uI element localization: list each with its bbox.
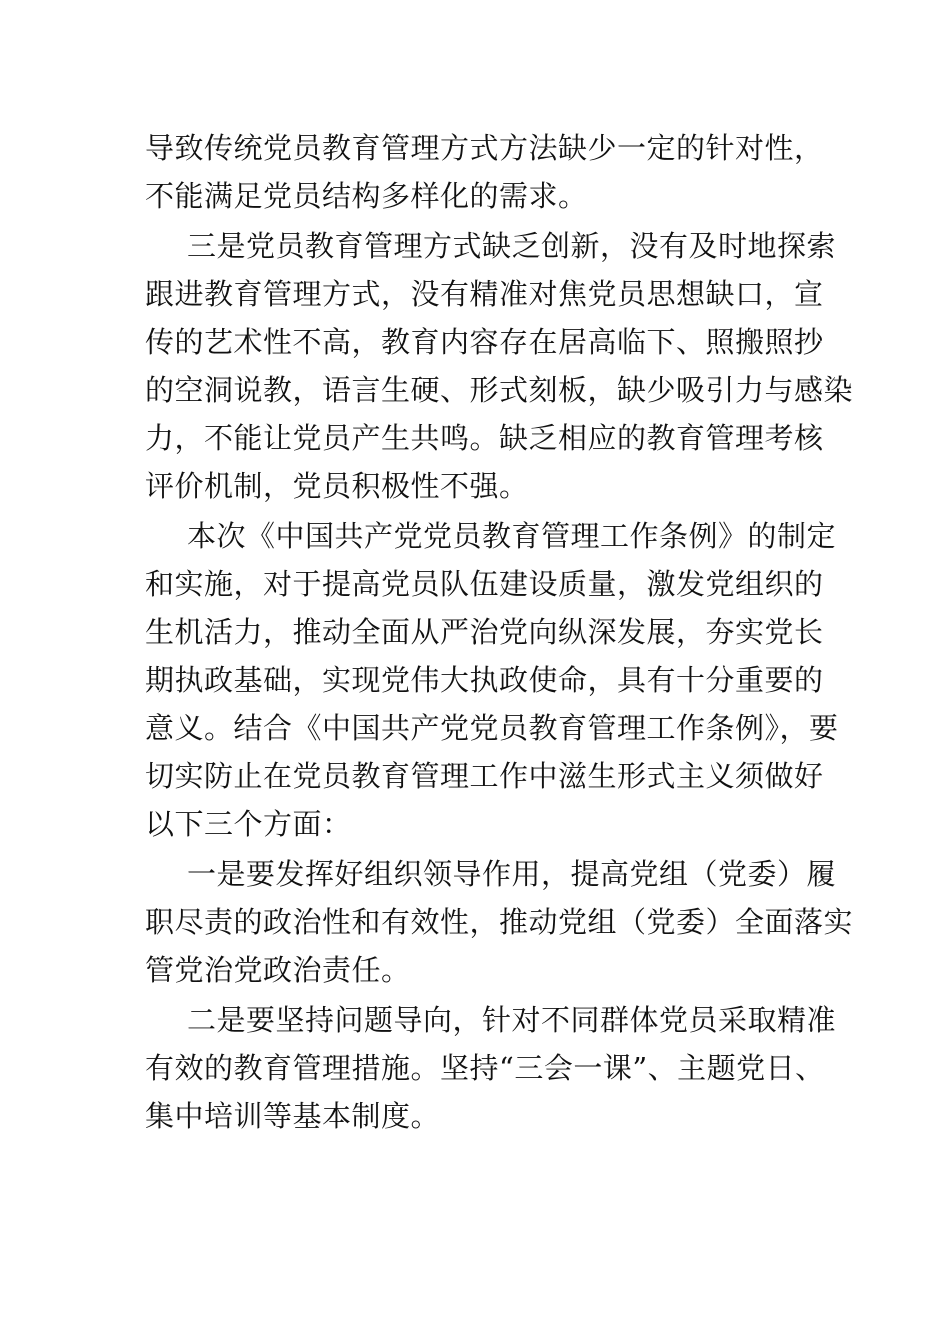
- paragraph-start-line: 本次《中国共产党党员教育管理工作条例》的制定: [187, 519, 837, 553]
- paragraph-start-line: 三是党员教育管理方式缺乏创新，没有及时地探索: [187, 229, 837, 263]
- text-line: 以下三个方面：: [145, 807, 352, 841]
- text-line: 管党治党政治责任。: [145, 953, 411, 987]
- text-line: 集中培训等基本制度。: [145, 1099, 441, 1133]
- text-line: 评价机制，党员积极性不强。: [145, 469, 529, 503]
- text-line: 意义。结合《中国共产党党员教育管理工作条例》，要: [145, 711, 839, 745]
- text-line: 有效的教育管理措施。坚持“三会一课”、主题党日、: [145, 1051, 825, 1085]
- text-line: 导致传统党员教育管理方式方法缺少一定的针对性，: [145, 131, 824, 165]
- text-line: 不能满足党员结构多样化的需求。: [145, 179, 588, 213]
- text-line: 和实施，对于提高党员队伍建设质量，激发党组织的: [145, 567, 824, 601]
- text-line: 传的艺术性不高，教育内容存在居高临下、照搬照抄: [145, 325, 824, 359]
- text-line: 职尽责的政治性和有效性，推动党组（党委）全面落实: [145, 905, 854, 939]
- text-line: 力，不能让党员产生共鸣。缺乏相应的教育管理考核: [145, 421, 824, 455]
- paragraph-start-line: 二是要坚持问题导向，针对不同群体党员采取精准: [187, 1003, 837, 1037]
- text-line: 切实防止在党员教育管理工作中滋生形式主义须做好: [145, 759, 824, 793]
- text-line: 的空洞说教，语言生硬、形式刻板，缺少吸引力与感染: [145, 373, 854, 407]
- text-line: 期执政基础，实现党伟大执政使命，具有十分重要的: [145, 663, 824, 697]
- text-line: 跟进教育管理方式，没有精准对焦党员思想缺口，宣: [145, 277, 824, 311]
- text-line: 生机活力，推动全面从严治党向纵深发展，夯实党长: [145, 615, 824, 649]
- document-body: [145, 124, 854, 1140]
- paragraph-start-line: 一是要发挥好组织领导作用，提高党组（党委）履: [187, 857, 837, 891]
